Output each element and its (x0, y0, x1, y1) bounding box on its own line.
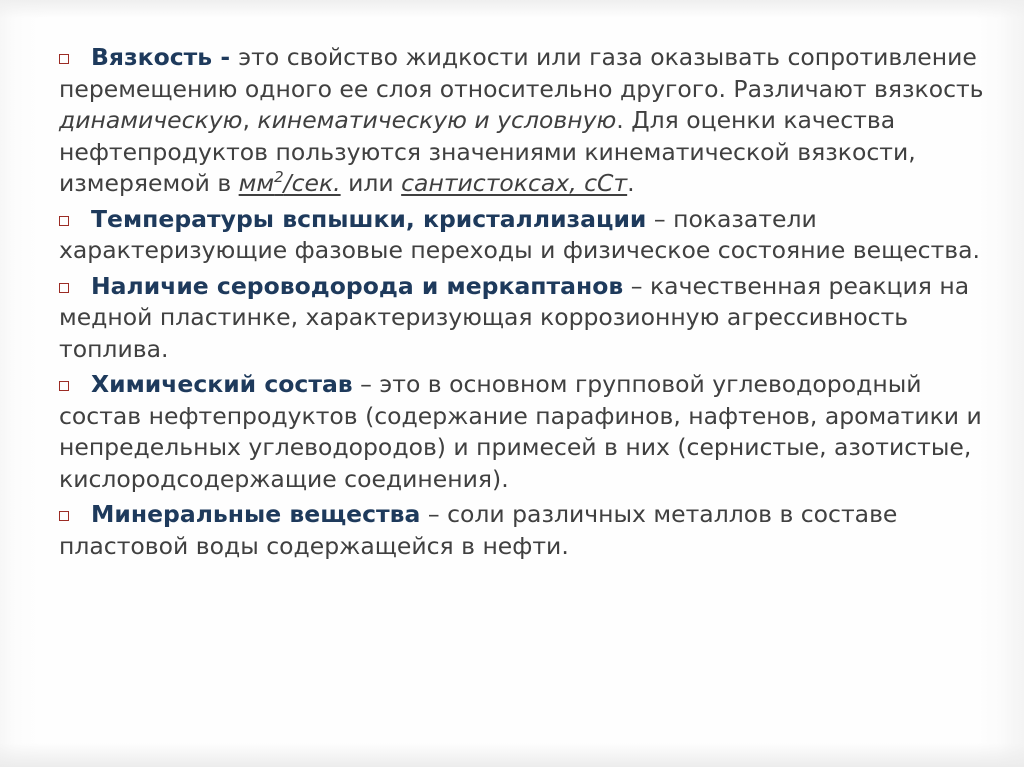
term-flash-point: Температуры вспышки, кристаллизации (91, 204, 647, 233)
hollow-square-icon (59, 216, 69, 226)
list-item-hydrogen-sulfide (59, 271, 989, 366)
term-hydrogen-sulfide: Наличие сероводорода и меркаптанов (91, 271, 624, 300)
text-dynamic: динамическую (59, 106, 243, 134)
list-item-chemical-composition (59, 369, 989, 495)
hollow-square-icon (59, 54, 69, 64)
unit-superscript: 2 (274, 168, 284, 186)
text-viscosity-measure: . Для оценки качества нефтепродуктов пользуются значениями кинематической вязкости, измеряемой в (59, 106, 916, 197)
hollow-square-icon (59, 381, 69, 391)
text-or: или (340, 169, 402, 197)
text-mineral-substances: – соли различных металлов в составе пластовой воды содержащейся в нефти. (59, 500, 898, 560)
list-item-viscosity (59, 42, 989, 200)
term-chemical-composition: Химический состав (91, 370, 353, 398)
unit-mm: мм (238, 169, 275, 197)
list-item-mineral-substances (59, 499, 989, 562)
term-viscosity: Вязкость - (91, 43, 239, 71)
unit-centistokes: сантистоксах, сСт (401, 169, 628, 197)
text-kinematic-conditional: кинематическую и условную (257, 106, 617, 134)
text-flash-point: – показатели характеризующие фазовые переходы и физическое состояние вещества. (59, 204, 980, 264)
text-period: . (627, 169, 635, 197)
term-mineral-substances: Минеральные вещества (91, 500, 421, 528)
unit-mm2-per-sec (239, 169, 341, 197)
text-chemical-composition: – это в основном групповой углеводородный состав нефтепродуктов (содержание парафинов, нафтенов, ароматики и непредельных углеводородов) и примесей в них (сернистые, азотистые, кислородсодержащие соединения). (59, 370, 982, 493)
list-item-flash-point (59, 204, 989, 267)
text-hydrogen-sulfide: – качественная реакция на медной пластинке, характеризующая коррозионную агрессивность топлива. (59, 271, 970, 363)
bullet-list (59, 42, 989, 566)
text-viscosity-intro: это свойство жидкости или газа оказывать сопротивление перемещению одного ее слоя относительно другого. Различают вязкость (59, 43, 984, 103)
text-separator: , (242, 106, 258, 134)
hollow-square-icon (59, 511, 69, 521)
unit-per-sec: /сек. (283, 169, 341, 197)
hollow-square-icon (59, 283, 69, 293)
